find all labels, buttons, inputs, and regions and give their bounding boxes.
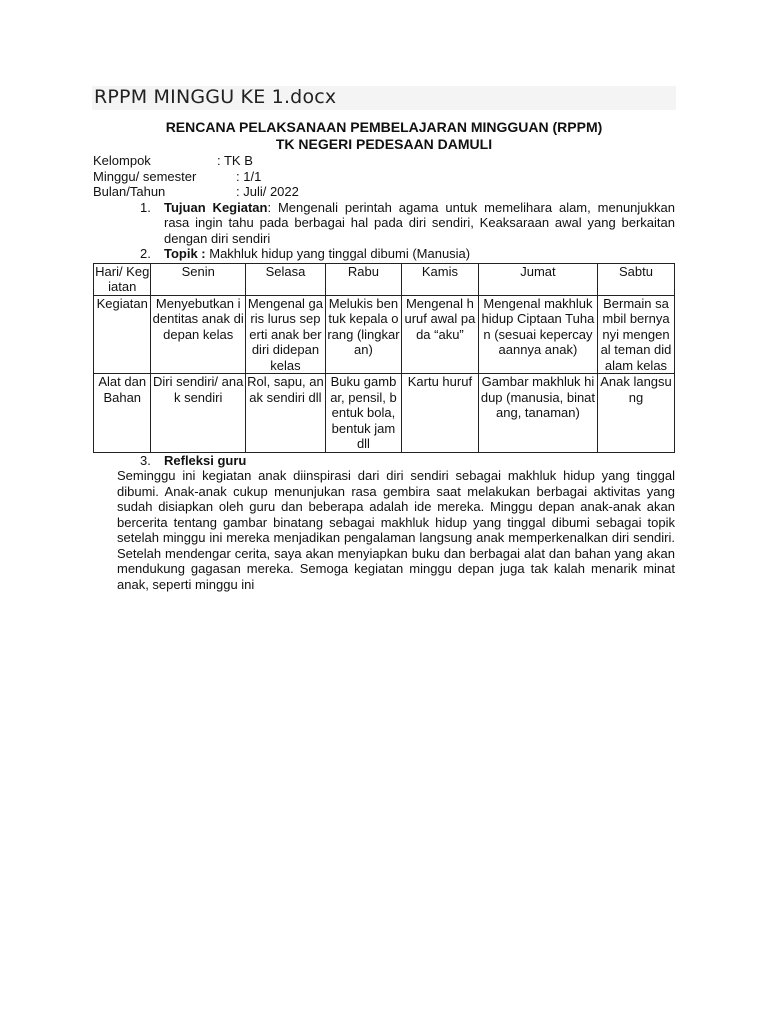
goal-text: : Mengenali perintah agama untuk memelihara alam, menunjukkan rasa ingin tahu pada berbagai hal pada diri sendiri, Keaksaraan awal yang berkaitan dengan diri sendiri: [164, 199, 675, 246]
table-cell: Diri sendiri/ anak sendiri: [151, 374, 245, 453]
table-cell: Melukis bentuk kepala orang (lingkaran): [325, 295, 401, 374]
meta-bulan-tahun: [93, 184, 675, 200]
list-number: 3.: [140, 452, 151, 468]
table-cell: Buku gambar, pensil, bentuk bola, bentuk jam dll: [325, 374, 401, 453]
document-header: [92, 86, 676, 110]
meta-value: : Juli/ 2022: [236, 184, 299, 199]
table-cell: Mengenal makhluk hidup Ciptaan Tuhan (sesuai kepercayaannya anak): [478, 295, 597, 374]
meta-value: : 1/1: [236, 168, 262, 184]
table-cell: Kartu huruf: [401, 374, 478, 453]
header-cell: Jumat: [478, 263, 597, 295]
goal-label: Tujuan Kegiatan: [164, 199, 268, 215]
meta-label: Kelompok: [93, 153, 151, 168]
table-cell: Gambar makhluk hidup (manusia, binatang, tanaman): [478, 374, 597, 453]
list-number: 2.: [140, 246, 151, 261]
table-cell: Alat dan Bahan: [94, 374, 151, 453]
meta-value: : TK B: [217, 153, 253, 168]
table-cell: Mengenal huruf awal pada “aku”: [401, 295, 478, 374]
meta-label: Bulan/Tahun: [93, 184, 166, 199]
topic-text: Makhluk hidup yang tinggal dibumi (Manusia): [205, 246, 471, 261]
document-page: [93, 119, 675, 592]
table-header-row: [94, 263, 675, 295]
meta-label: Minggu/ semester: [93, 168, 197, 184]
activity-table: [93, 263, 675, 453]
header-cell: Senin: [151, 263, 245, 295]
topic-item: [93, 246, 675, 262]
table-cell: Menyebutkan identitas anak didepan kelas: [151, 295, 245, 374]
table-cell: Mengenal garis lurus seperti anak berdiri didepan kelas: [245, 295, 325, 374]
reflection-block: [93, 468, 675, 592]
header-cell: Selasa: [245, 263, 325, 295]
heading-line-1: RENCANA PELAKSANAAN PEMBELAJARAN MINGGUAN (RPPM): [165, 119, 603, 135]
reflection-paragraph: Seminggu ini kegiatan anak diinspirasi dari diri sendiri sebagai makhluk hidup yang tinggal dibumi. Anak-anak cukup menunjukan rasa gembira saat melakukan berbagai aktivitas yang sudah disiapkan oleh guru dan beberapa adalah ide mereka. Minggu depan anak-anak akan bercerita tentang gambar binatang sebagai makhluk hidup yang tinggal dibumi sebagai topik setelah minggu ini mereka menjadikan pengalaman langsung anak memperkenalkan diri sendiri. Setelah mendengar cerita, saya akan menyiapkan buku dan berbagai alat dan bahan yang akan mendukung gagasan mereka. Semoga kegiatan minggu depan juga tak kalah menarik minat anak, seperti minggu ini: [117, 468, 675, 592]
meta-kelompok: [93, 153, 675, 169]
table-row: [94, 295, 675, 374]
reflection-item: [93, 453, 675, 469]
table-cell: Kegiatan: [94, 295, 151, 374]
header-cell: Sabtu: [597, 263, 674, 295]
list-number: 1.: [140, 199, 151, 215]
document-title: RPPM MINGGU KE 1.docx: [94, 86, 337, 108]
reflection-label: Refleksi guru: [164, 452, 247, 468]
topic-label: Topik :: [164, 246, 206, 261]
heading-line-2: TK NEGERI PEDESAAN DAMULI: [275, 136, 493, 152]
table-row: [94, 374, 675, 453]
meta-minggu-semester: [93, 169, 675, 185]
table-cell: Rol, sapu, anak sendiri dll: [245, 374, 325, 453]
header-cell: Rabu: [325, 263, 401, 295]
header-cell: Hari/ Kegiatan: [95, 263, 150, 294]
header-cell: Kamis: [401, 263, 478, 295]
table-cell: Bermain sambil bernyanyi mengenal teman didalam kelas: [597, 295, 674, 374]
goal-item: [93, 200, 675, 247]
table-cell: Anak langsung: [597, 374, 674, 453]
